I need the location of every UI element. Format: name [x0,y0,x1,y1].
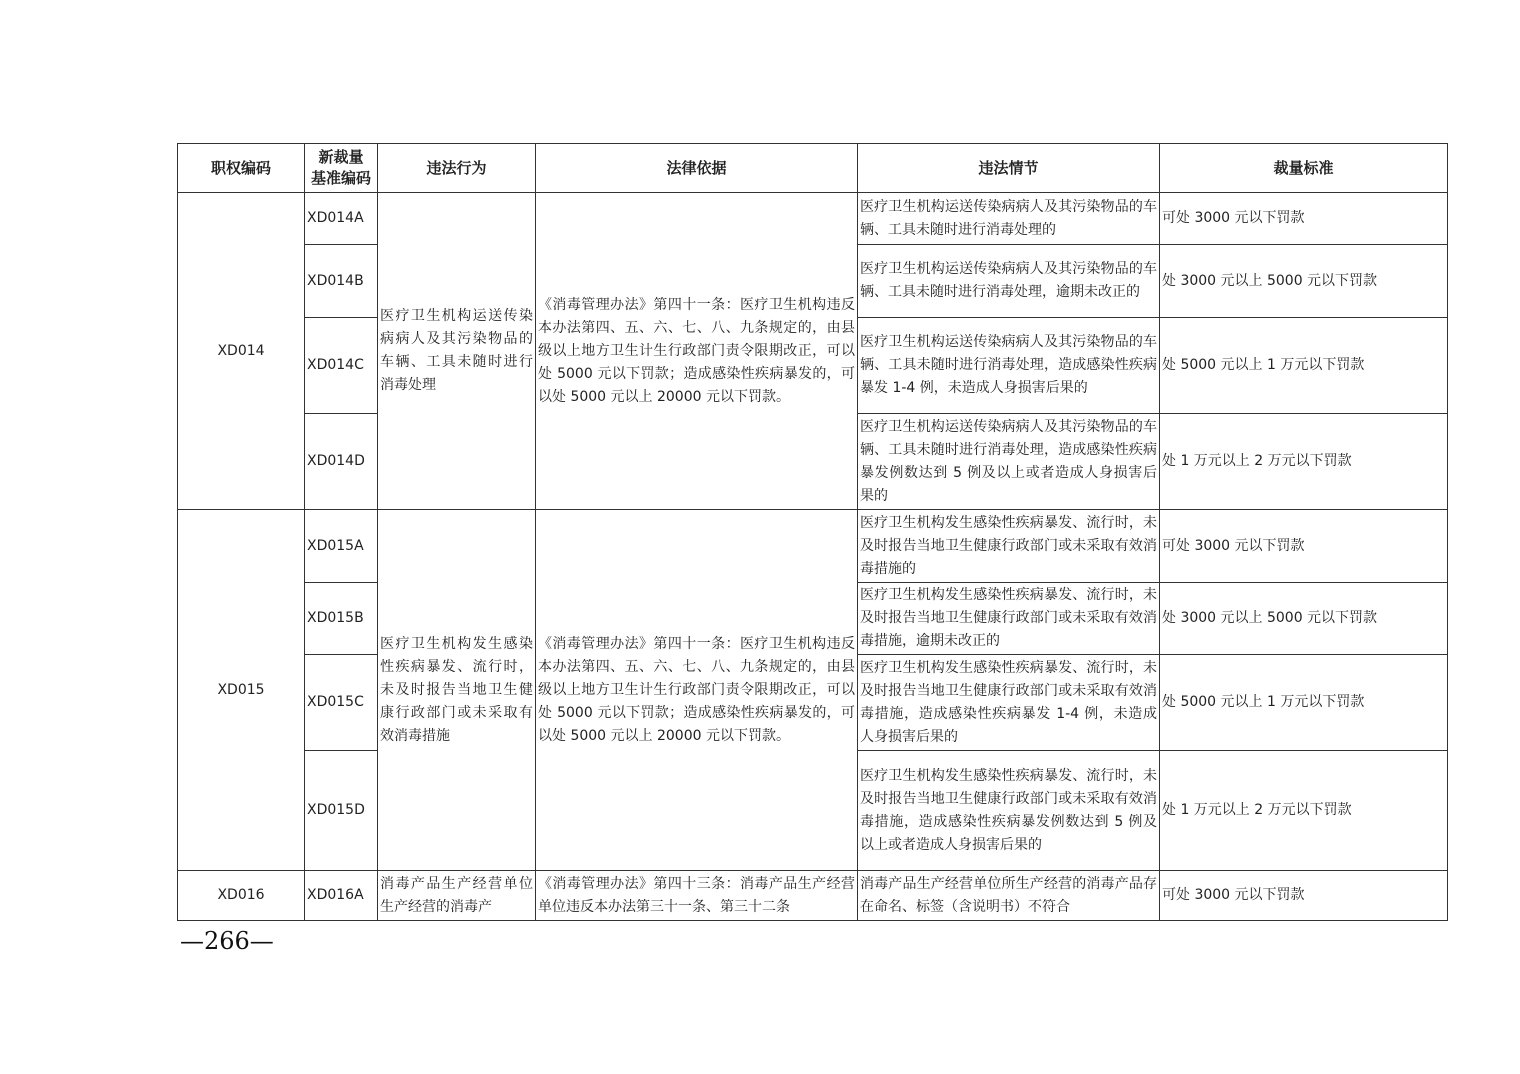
standard-code: XD016A [305,871,378,921]
table-row [178,193,1448,245]
standard-code: XD014C [305,318,378,414]
standard-code: XD015A [305,510,378,583]
discretion-standard: 可处 3000 元以下罚款 [1160,871,1448,921]
violation-circumstance-text: 消毒产品生产经营单位所生产经营的消毒产品存在命名、标签（含说明书）不符合 [860,875,1157,915]
violation-circumstance: 医疗卫生机构发生感染性疾病暴发、流行时，未及时报告当地卫生健康行政部门或未采取有效消毒措施，逾期未改正的 [858,583,1160,655]
violation-circumstance: 医疗卫生机构发生感染性疾病暴发、流行时，未及时报告当地卫生健康行政部门或未采取有效消毒措施的 [858,510,1160,583]
discretion-standard: 可处 3000 元以下罚款 [1160,193,1448,245]
legal-basis: 《消毒管理办法》第四十一条：医疗卫生机构违反本办法第四、五、六、七、八、九条规定的，由县级以上地方卫生计生行政部门责令限期改正，可以处 5000 元以下罚款；造成感染性疾病暴发的，可以处 5000 元以上 20000 元以下罚款。 [536,510,858,871]
header-circumstance: 违法情节 [858,144,1160,193]
standard-code: XD015B [305,583,378,655]
violation-behavior: 医疗卫生机构运送传染病病人及其污染物品的车辆、工具未随时进行消毒处理 [378,193,536,510]
legal-basis [536,871,858,921]
standard-code: XD015C [305,655,378,751]
discretion-standard: 处 3000 元以上 5000 元以下罚款 [1160,583,1448,655]
standard-code: XD014B [305,245,378,318]
header-code: 职权编码 [178,144,305,193]
standard-code: XD014D [305,414,378,510]
violation-behavior: 医疗卫生机构发生感染性疾病暴发、流行时，未及时报告当地卫生健康行政部门或未采取有效消毒措施 [378,510,536,871]
header-standard: 裁量标准 [1160,144,1448,193]
header-basis: 法律依据 [536,144,858,193]
discretion-standard: 可处 3000 元以下罚款 [1160,510,1448,583]
discretion-table [177,143,1448,921]
header-newcode: 新裁量 基准编码 [305,144,378,193]
discretion-standard: 处 5000 元以上 1 万元以下罚款 [1160,655,1448,751]
violation-circumstance: 医疗卫生机构发生感染性疾病暴发、流行时，未及时报告当地卫生健康行政部门或未采取有效消毒措施，造成感染性疾病暴发 1-4 例，未造成人身损害后果的 [858,655,1160,751]
table-row [178,510,1448,583]
standard-code: XD015D [305,751,378,871]
violation-behavior [378,871,536,921]
page-number: —266— [180,927,274,955]
discretion-standard: 处 3000 元以上 5000 元以下罚款 [1160,245,1448,318]
violation-circumstance: 医疗卫生机构运送传染病病人及其污染物品的车辆、工具未随时进行消毒处理，造成感染性疾病暴发 1-4 例，未造成人身损害后果的 [858,318,1160,414]
table-row [178,871,1448,921]
power-code: XD014 [178,193,305,510]
violation-circumstance: 医疗卫生机构运送传染病病人及其污染物品的车辆、工具未随时进行消毒处理，造成感染性疾病暴发例数达到 5 例及以上或者造成人身损害后果的 [858,414,1160,510]
violation-circumstance [858,871,1160,921]
standard-code: XD014A [305,193,378,245]
discretion-standard: 处 5000 元以上 1 万元以下罚款 [1160,318,1448,414]
legal-basis-text: 《消毒管理办法》第四十三条：消毒产品生产经营单位违反本办法第三十一条、第三十二条 [538,875,855,915]
header-row [178,144,1448,193]
header-behavior: 违法行为 [378,144,536,193]
violation-circumstance: 医疗卫生机构运送传染病病人及其污染物品的车辆、工具未随时进行消毒处理的 [858,193,1160,245]
discretion-standard: 处 1 万元以上 2 万元以下罚款 [1160,751,1448,871]
discretion-standard: 处 1 万元以上 2 万元以下罚款 [1160,414,1448,510]
violation-circumstance: 医疗卫生机构发生感染性疾病暴发、流行时，未及时报告当地卫生健康行政部门或未采取有效消毒措施，造成感染性疾病暴发例数达到 5 例及以上或者造成人身损害后果的 [858,751,1160,871]
power-code: XD015 [178,510,305,871]
violation-behavior-text: 消毒产品生产经营单位生产经营的消毒产 [380,875,533,915]
violation-circumstance: 医疗卫生机构运送传染病病人及其污染物品的车辆、工具未随时进行消毒处理，逾期未改正的 [858,245,1160,318]
legal-basis: 《消毒管理办法》第四十一条：医疗卫生机构违反本办法第四、五、六、七、八、九条规定的，由县级以上地方卫生计生行政部门责令限期改正，可以处 5000 元以下罚款；造成感染性疾病暴发的，可以处 5000 元以上 20000 元以下罚款。 [536,193,858,510]
power-code: XD016 [178,871,305,921]
